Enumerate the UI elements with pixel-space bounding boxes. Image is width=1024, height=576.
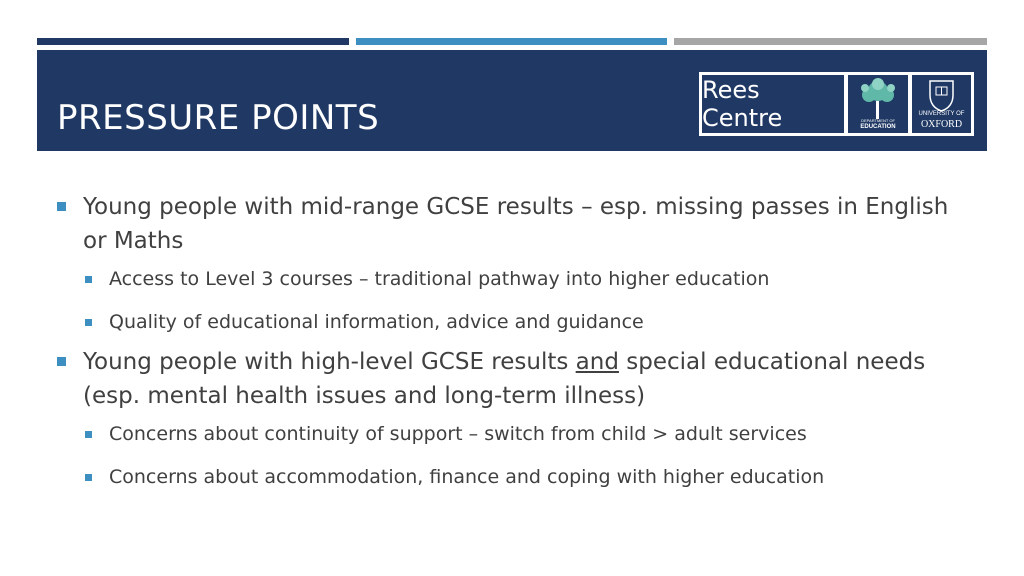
slide-title: PRESSURE POINTS: [57, 98, 380, 138]
square-bullet-icon: [85, 319, 92, 326]
sub-bullet-item: [57, 422, 977, 446]
sub-bullet-text: Concerns about continuity of support – switch from child > adult services: [109, 423, 807, 445]
accent-bar-blue: [356, 38, 667, 45]
bullet-text-underlined: and: [575, 349, 619, 375]
department-of-education-logo: [848, 75, 908, 133]
sub-bullet-item: [57, 310, 977, 334]
bullet-text: Young people with mid-range GCSE results – esp. missing passes in English or Maths: [83, 194, 949, 254]
square-bullet-icon: [85, 431, 92, 438]
accent-bar-grey: [674, 38, 987, 45]
bullet-text-start: Young people with high-level GCSE results: [83, 349, 576, 375]
sub-bullet-text: Access to Level 3 courses – traditional pathway into higher education: [109, 268, 770, 290]
title-banner: [37, 50, 987, 151]
accent-bar-navy: [37, 38, 349, 45]
square-bullet-icon: [57, 357, 66, 366]
tree-icon: [848, 77, 908, 121]
bullet-text-end: special educational needs (esp. mental health issues and long-term illness): [83, 349, 926, 409]
oxford-label-big: OXFORD: [920, 119, 963, 130]
rees-centre-logo: Rees Centre: [702, 75, 844, 133]
oxford-label-small: UNIVERSITY OF: [918, 111, 965, 117]
dept-label-big: EDUCATION: [860, 124, 896, 130]
bullet-item: [57, 190, 977, 258]
bullet-list: [57, 190, 977, 508]
dept-label-small: DEPARTMENT OF: [861, 118, 895, 123]
square-bullet-icon: [57, 202, 66, 211]
sub-bullet-item: [57, 267, 977, 291]
crest-icon: [912, 77, 971, 113]
university-of-oxford-logo: [912, 75, 971, 133]
logo-group: [699, 72, 974, 136]
bullet-item: [57, 345, 977, 413]
sub-bullet-text: Quality of educational information, advice and guidance: [109, 311, 644, 333]
square-bullet-icon: [85, 474, 92, 481]
square-bullet-icon: [85, 276, 92, 283]
sub-bullet-text: Concerns about accommodation, finance and coping with higher education: [109, 466, 825, 488]
sub-bullet-item: [57, 465, 977, 489]
